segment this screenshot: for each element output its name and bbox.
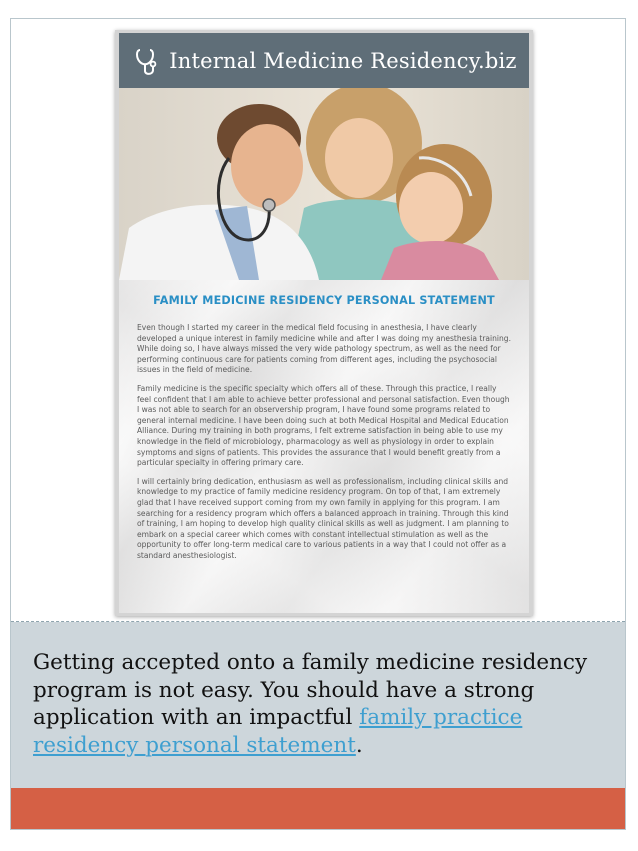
stethoscope-icon — [131, 44, 165, 78]
document-paragraph: I will certainly bring dedication, enthusiasm as well as professionalism, including clinical skills and knowledge to my practice of family medicine residency program. On top of that, I am extremely glad that I have received support coming from my own family in applying for this program. I am searching for a residency program which offers a balanced approach in training. Through this kind of training, I am hoping to develop high quality clinical skills as well as judgment. I am planning to embark on a special career which comes with constant intellectual stimulation as well as the opportunity to offer long-term medical care to various patients in a way that I could not offer as a standard anesthesiologist. — [137, 476, 509, 560]
document-title: FAMILY MEDICINE RESIDENCY PERSONAL STATEMENT — [153, 294, 495, 307]
document-paragraph: Family medicine is the specific specialty which offers all of these. Through this practice, I really feel confident that I am able to achieve better professional and personal satisfaction. Even though I was not able to search for an observership program, I have found some programs related to general internal medicine. I have been doing such at both Medical Hospital and Medical Education Alliance. During my training in both programs, I felt extreme satisfaction in being able to use my knowledge in the field of microbiology, pharmacology as well as physiology in order to explain symptoms and signs of patients. This provides the assurance that I would benefit greatly from a particular specialty in offering primary care. — [137, 383, 510, 468]
document-body — [137, 323, 511, 569]
family-doctor-photo — [119, 88, 529, 280]
caption-body: Getting accepted onto a family medicine residency program is not easy. You should have a strong application with an impactful — [33, 650, 588, 730]
caption-panel — [11, 622, 625, 788]
personal-statement-link[interactable]: family practice residency personal statement — [33, 705, 523, 758]
document-paragraph: Even though I started my career in the medical field focusing in anesthesia, I have clearly developed a unique interest in family medicine while and after I was doing my anesthesia training. While doing so, I have always missed the very wide pathology spectrum, as well as the need for performing continuous care for patients coming from different ages, including the psychosocial issues in the field of medicine. — [137, 323, 512, 375]
bottom-accent-bar — [11, 788, 625, 829]
document-header — [119, 33, 529, 88]
caption-period: . — [355, 732, 363, 758]
caption-text — [33, 649, 618, 759]
document-image — [119, 33, 529, 613]
document-logo-text: Internal Medicine Residency.biz — [169, 48, 517, 73]
statement-paper — [119, 280, 529, 613]
